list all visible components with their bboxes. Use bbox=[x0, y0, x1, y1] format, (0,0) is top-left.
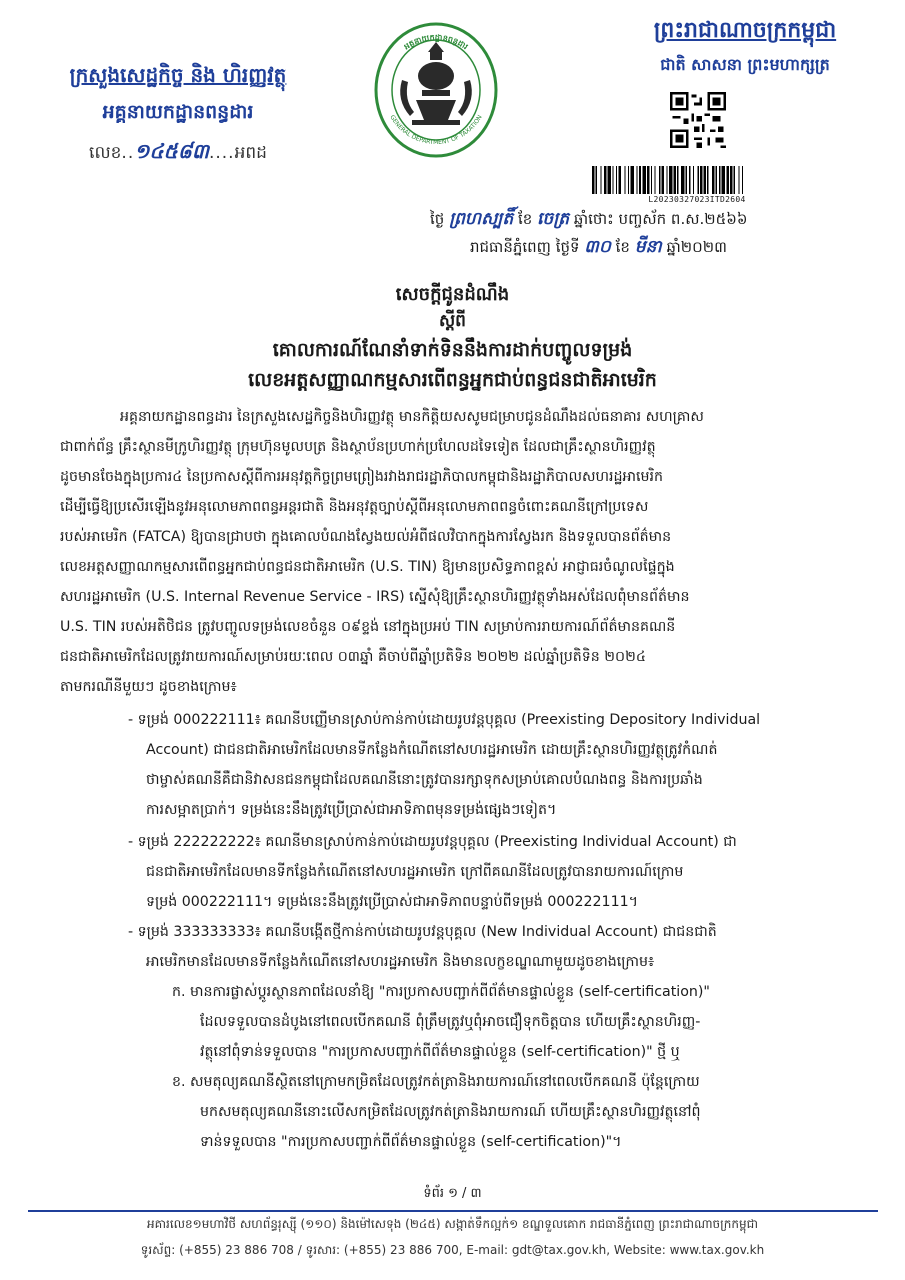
text-line: ដែលទទួលបានដំបូងនៅពេលបើកគណនី ពុំត្រឹមត្រូវឬពុំអាចជឿទុកចិត្តបាន ហើយគ្រឹះស្ថានហិរញ្ញ- bbox=[200, 1014, 701, 1030]
lunar-day: ព្រហស្បតិ៍ bbox=[449, 209, 514, 229]
solar-date-prefix: រាជធានីភ្នំពេញ ថ្ងៃទី bbox=[470, 238, 580, 256]
lunar-month: ចេត្រ bbox=[537, 209, 570, 229]
lunar-date-prefix: ថ្ងៃ bbox=[430, 210, 445, 228]
text-line: ការសម្អាតប្រាក់។ ទម្រង់នេះនឹងត្រូវប្រើប្រាស់ជាអាទិភាពមុនទម្រង់ផ្សេងៗទៀត។ bbox=[146, 802, 557, 818]
footer-address: អគារលេខ១មហាវិថី សហព័ន្ធរុស្ស៊ី (១១០) និងម៉ៅសេទុង (២៤៥) សង្កាត់ទឹកល្អក់១ ខណ្ឌទួលគោក រាជធានីភ្នំពេញ ព្រះរាជាណាចក្រកម្ពុជា bbox=[146, 1217, 759, 1231]
svg-text:GENERAL DEPARTMENT OF TAXATION: GENERAL DEPARTMENT OF TAXATION bbox=[388, 113, 484, 147]
text-line: ទម្រង់ 000222111។ ទម្រង់នេះនឹងត្រូវប្រើប្រាស់ជាអាទិភាពបន្ទាប់ពីទម្រង់ 000222111។ bbox=[146, 894, 638, 910]
national-motto: ជាតិ សាសនា ព្រះមហាក្សត្រ bbox=[660, 55, 830, 74]
kingdom-header bbox=[600, 16, 890, 78]
ref-prefix: លេខ bbox=[89, 143, 122, 163]
text-line: U.S. TIN របស់អតិថិជន ត្រូវបញ្ចូលទម្រង់លេខចំនួន ០៩ខ្ទង់ នៅក្នុងប្រអប់ TIN សម្រាប់ការរាយការណ៍ព័ត៌មានគណនី bbox=[60, 619, 676, 635]
gdt-seal-icon bbox=[372, 20, 500, 160]
qr-code-icon bbox=[670, 92, 726, 148]
lunar-month-label: ខែ bbox=[517, 210, 533, 228]
text-line: ជនជាតិអាមេរិកដែលត្រូវរាយការណ៍សម្រាប់រយៈពេល ០៣ឆ្នាំ គឺចាប់ពីឆ្នាំប្រតិទិន ២០២២ ដល់ឆ្នាំប្រតិទិន ២០២៤ bbox=[60, 649, 646, 665]
text-line: តាមករណីនីមួយៗ ដូចខាងក្រោម៖ bbox=[60, 679, 237, 695]
svg-text:អគ្គនាយកដ្ឋានពន្ធដារ: អគ្គនាយកដ្ឋានពន្ធដារ bbox=[402, 32, 470, 52]
ref-number: ១៤៥៨៣ bbox=[134, 139, 209, 163]
notice-subject-line1: គោលការណ៍ណែនាំទាក់ទិននឹងការដាក់បញ្ចូលទម្រង់ bbox=[272, 339, 633, 361]
solar-month-label: ខែ bbox=[615, 238, 630, 256]
text-line: វត្ថុនៅពុំទាន់ទទួលបាន "ការប្រកាសបញ្ជាក់ពីព័ត៌មានផ្ទាល់ខ្លួន (self-certification)" ថ្មី ឬ bbox=[200, 1044, 680, 1060]
solar-day: ៣០ bbox=[584, 237, 611, 257]
text-line: សហរដ្ឋអាមេរិក (U.S. Internal Revenue Service - IRS) ស្នើសុំឱ្យគ្រឹះស្ថានហិរញ្ញវត្ថុទាំងអស់ដែលពុំមានព័ត៌មាន bbox=[60, 589, 690, 605]
kingdom-name: ព្រះរាជាណាចក្រកម្ពុជា bbox=[653, 18, 837, 43]
text-line: ថាម្ចាស់គណនីគឺជានិវាសនជនកម្ពុជាដែលគណនីនោះត្រូវបានរក្សាទុកសម្រាប់គោលបំណងពន្ធ និងការប្រឆាំង bbox=[146, 772, 703, 788]
notice-subject-label: ស្តីពី bbox=[439, 311, 466, 331]
text-line: របស់អាមេរិក (FATCA) ឱ្យបានជ្រាបថា ក្នុងគោលបំណងស្វែងយល់អំពីផលវិបាកក្នុងការស្វែងរក និងទទួលបានព័ត៌មាន bbox=[60, 529, 672, 545]
text-line: មកសមតុល្យគណនីនោះលើសកម្រិតដែលត្រូវកត់ត្រានិងរាយការណ៍ ហើយគ្រឹះស្ថានហិរញ្ញវត្ថុនៅពុំ bbox=[200, 1104, 701, 1120]
notice-subject-line2: លេខអត្តសញ្ញាណកម្មសារពើពន្ធអ្នកជាប់ពន្ធជនជាតិអាមេរិក bbox=[248, 369, 657, 391]
page-number: ទំព័រ ១ / ៣ bbox=[423, 1186, 482, 1201]
text-line: - ទម្រង់ 000222111៖ គណនីបញ្ញើមានស្រាប់កាន់កាប់ដោយរូបវន្តបុគ្គល (Preexisting Depository Individual bbox=[128, 712, 761, 728]
text-line: ដូចមានចែងក្នុងប្រការ៤ នៃប្រកាសស្តីពីការអនុវត្តកិច្ចព្រមព្រៀងរវាងរាជរដ្ឋាភិបាលកម្ពុជានិងរដ្ឋាភិបាលសហរដ្ឋអាមេរិក bbox=[60, 469, 664, 485]
text-line: អាមេរិកមានដែលមានទីកន្លែងកំណើតនៅសហរដ្ឋអាមេរិក និងមានលក្ខខណ្ឌណាមួយដូចខាងក្រោម៖ bbox=[146, 954, 655, 970]
barcode-icon bbox=[592, 166, 802, 194]
reference-number: លេខ..១៤៥៨៣....អពដ bbox=[89, 139, 267, 163]
footer-contact: ទូរស័ព្ទ: (+855) 23 886 708 / ទូរសារ: (+855) 23 886 700, E-mail: gdt@tax.gov.kh, Website: www.tax.gov.kh bbox=[140, 1243, 765, 1257]
text-line: ខ. សមតុល្យគណនីស្ថិតនៅក្រោមកម្រិតដែលត្រូវកត់ត្រានិងរាយការណ៍នៅពេលបើកគណនី ប៉ុន្តែក្រោយ bbox=[172, 1074, 700, 1090]
text-line: - ទម្រង់ 333333333៖ គណនីបង្កើតថ្មីកាន់កាប់ដោយរូបវន្តបុគ្គល (New Individual Account) ជាជនជាតិ bbox=[128, 924, 717, 940]
text-line: ក. មានការផ្លាស់ប្តូរស្ថានភាពដែលនាំឱ្យ "ការប្រកាសបញ្ជាក់ពីព័ត៌មានផ្ទាល់ខ្លួន (self-certification)" bbox=[172, 984, 710, 1000]
lunar-year: ឆ្នាំថោះ បញ្ចស័ក ព.ស.២៥៦៦ bbox=[573, 210, 748, 228]
text-line: Account) ជាជនជាតិអាមេរិកដែលមានទីកន្លែងកំណើតនៅសហរដ្ឋអាមេរិក ដោយគ្រឹះស្ថានហិរញ្ញវត្ថុត្រូវកំណត់ bbox=[146, 742, 718, 758]
ministry-name: ក្រសួងសេដ្ឋកិច្ច និង ហិរញ្ញវត្ថុ bbox=[69, 63, 287, 87]
ministry-header bbox=[28, 62, 328, 168]
solar-year: ឆ្នាំ២០២៣ bbox=[666, 238, 727, 256]
text-line: ដើម្បីធ្វើឱ្យប្រសើរឡើងនូវអនុលោមភាពពន្ធអន្តរជាតិ និងអនុវត្តច្បាប់ស្តីពីអនុលោមភាពពន្ធចំពោះគណនីក្រៅប្រទេស bbox=[60, 499, 649, 515]
text-line: ជាពាក់ព័ន្ធ គ្រឹះស្ថានមីក្រូហិរញ្ញវត្ថុ ក្រុមហ៊ុនមូលបត្រ និងស្ថាប័នប្រហាក់ប្រហែលដទៃទៀត ដែលជាគ្រឹះស្ថានហិរញ្ញវត្ថុ bbox=[60, 439, 656, 455]
lunar-date bbox=[430, 208, 747, 233]
text-line: លេខអត្តសញ្ញាណកម្មសារពើពន្ធអ្នកជាប់ពន្ធជនជាតិអាមេរិក (U.S. TIN) ឱ្យមានប្រសិទ្ធភាពខ្ពស់ អាជ្ញាធរចំណូលផ្ទៃក្នុង bbox=[60, 559, 675, 575]
text-line: អគ្គនាយកដ្ឋានពន្ធដារ នៃក្រសួងសេដ្ឋកិច្ចនិងហិរញ្ញវត្ថុ មានកិត្តិយសសូមជម្រាបជូនដំណឹងដល់ធនាគារ សហគ្រាស bbox=[120, 409, 704, 425]
text-line: - ទម្រង់ 222222222៖ គណនីមានស្រាប់កាន់កាប់ដោយរូបវន្តបុគ្គល (Preexisting Individual Account) ជា bbox=[128, 834, 737, 850]
notice-title: សេចក្តីជូនដំណឹង bbox=[395, 284, 510, 305]
ref-suffix: អពដ bbox=[234, 143, 267, 163]
solar-date bbox=[470, 236, 727, 261]
barcode-id: L20230327023ITD2604 bbox=[648, 195, 746, 204]
text-line: ជនជាតិអាមេរិកដែលមានទីកន្លែងកំណើតនៅសហរដ្ឋអាមេរិក ក្រៅពីគណនីដែលត្រូវបានរាយការណ៍ក្រោម bbox=[146, 864, 684, 880]
department-name: អគ្គនាយកដ្ឋានពន្ធដារ bbox=[102, 101, 254, 123]
footer-divider bbox=[28, 1210, 878, 1212]
solar-month: មីនា bbox=[634, 237, 662, 257]
text-line: ទាន់ទទួលបាន "ការប្រកាសបញ្ជាក់ពីព័ត៌មានផ្ទាល់ខ្លួន (self-certification)"។ bbox=[200, 1134, 622, 1150]
